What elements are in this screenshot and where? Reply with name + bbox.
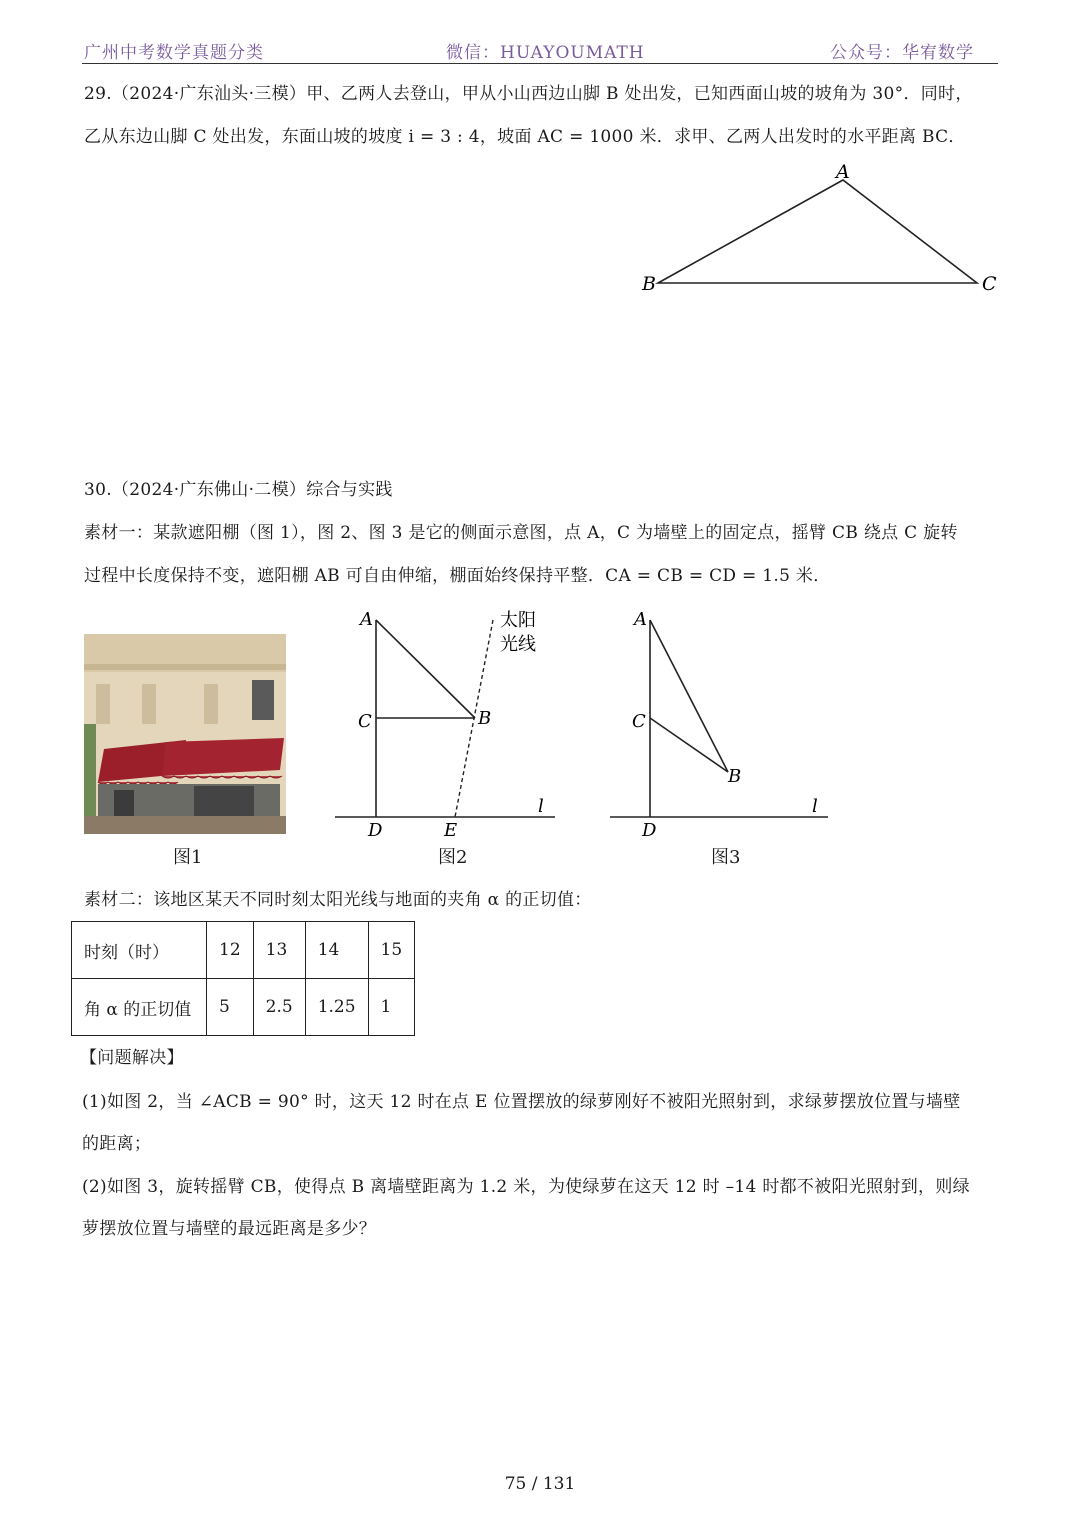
header-left-title: 广州中考数学真题分类 <box>84 43 264 63</box>
label-c: C <box>358 711 372 732</box>
awning-photo-drawing <box>84 634 286 834</box>
header-wechat: 微信：HUAYOUMATH <box>446 43 645 63</box>
table-cell: 1 <box>368 979 415 1036</box>
sun-label-line-2: 光线 <box>500 634 536 655</box>
q29-line-2: 乙从东边山脚 C 处出发，东面山坡的坡度 i = 3 : 4，坡面 AC = 1000 米．求甲、乙两人出发时的水平距离 BC． <box>84 127 966 147</box>
sun-label-line-1: 太阳 <box>500 610 536 631</box>
fig1-caption: 图1 <box>173 847 203 868</box>
part1-line-1: (1)如图 2，当 ∠ACB = 90° 时，这天 12 时在点 E 位置摆放的绿萝刚好不被阳光照射到，求绿萝摆放位置与墙壁 <box>82 1092 961 1112</box>
label-l: l <box>812 796 818 817</box>
table-row <box>72 922 415 979</box>
table-cell: 14 <box>305 922 368 979</box>
label-b: B <box>728 766 742 787</box>
part2-line-1: (2)如图 3，旋转摇臂 CB，使得点 B 离墙壁距离为 1.2 米，为使绿萝在这天 12 时 –14 时都不被阳光照射到，则绿 <box>82 1177 970 1197</box>
part1-line-2: 的距离； <box>82 1134 152 1154</box>
header-divider <box>82 63 998 64</box>
part2-line-2: 萝摆放位置与墙壁的最远距离是多少？ <box>82 1219 377 1239</box>
table-cell: 15 <box>368 922 415 979</box>
label-e: E <box>444 820 458 841</box>
label-b: B <box>478 708 492 729</box>
label-d: D <box>642 820 657 841</box>
tangent-table <box>71 921 415 1036</box>
solve-title: 【问题解决】 <box>80 1048 184 1068</box>
fig3-caption: 图3 <box>711 847 741 868</box>
q30-material1-line-1: 素材一：某款遮阳棚（图 1），图 2、图 3 是它的侧面示意图，点 A，C 为墙壁上的固定点，摇臂 CB 绕点 C 旋转 <box>84 523 958 543</box>
awning-ab <box>376 620 475 718</box>
awning-photo <box>84 634 286 834</box>
fig2-caption: 图2 <box>438 847 468 868</box>
q29-line-1: 29.（2024·广东汕头·三模）甲、乙两人去登山，甲从小山西边山脚 B 处出发，已知西面山坡的坡角为 30°．同时， <box>84 84 973 104</box>
table-cell: 12 <box>207 922 254 979</box>
table-cell: 1.25 <box>305 979 368 1036</box>
table-cell: 5 <box>207 979 254 1036</box>
triangle-abc <box>658 180 977 283</box>
table-head-time: 时刻（时） <box>72 922 207 979</box>
table-cell: 13 <box>253 922 305 979</box>
header-public-account: 公众号：华宥数学 <box>830 43 974 63</box>
q30-material2: 素材二：该地区某天不同时刻太阳光线与地面的夹角 α 的正切值： <box>84 890 592 910</box>
label-b: B <box>642 273 656 295</box>
fig3-diagram <box>600 600 840 845</box>
label-c: C <box>632 711 646 732</box>
page-number: 75 / 131 <box>504 1474 576 1494</box>
label-a: A <box>634 609 647 630</box>
label-l: l <box>538 796 544 817</box>
label-d: D <box>368 820 383 841</box>
label-a: A <box>360 609 373 630</box>
table-head-tangent: 角 α 的正切值 <box>72 979 207 1036</box>
arm-cb <box>650 718 728 772</box>
label-c: C <box>982 273 997 295</box>
q30-material1-line-2: 过程中长度保持不变，遮阳棚 AB 可自由伸缩，棚面始终保持平整．CA = CB = CD = 1.5 米． <box>84 566 831 586</box>
awning-ab <box>650 620 728 772</box>
label-a: A <box>836 161 850 183</box>
q30-title: 30.（2024·广东佛山·二模）综合与实践 <box>84 480 393 500</box>
table-cell: 2.5 <box>253 979 305 1036</box>
fig2-diagram <box>330 600 570 845</box>
table-row <box>72 979 415 1036</box>
q29-triangle-figure <box>630 155 1010 305</box>
